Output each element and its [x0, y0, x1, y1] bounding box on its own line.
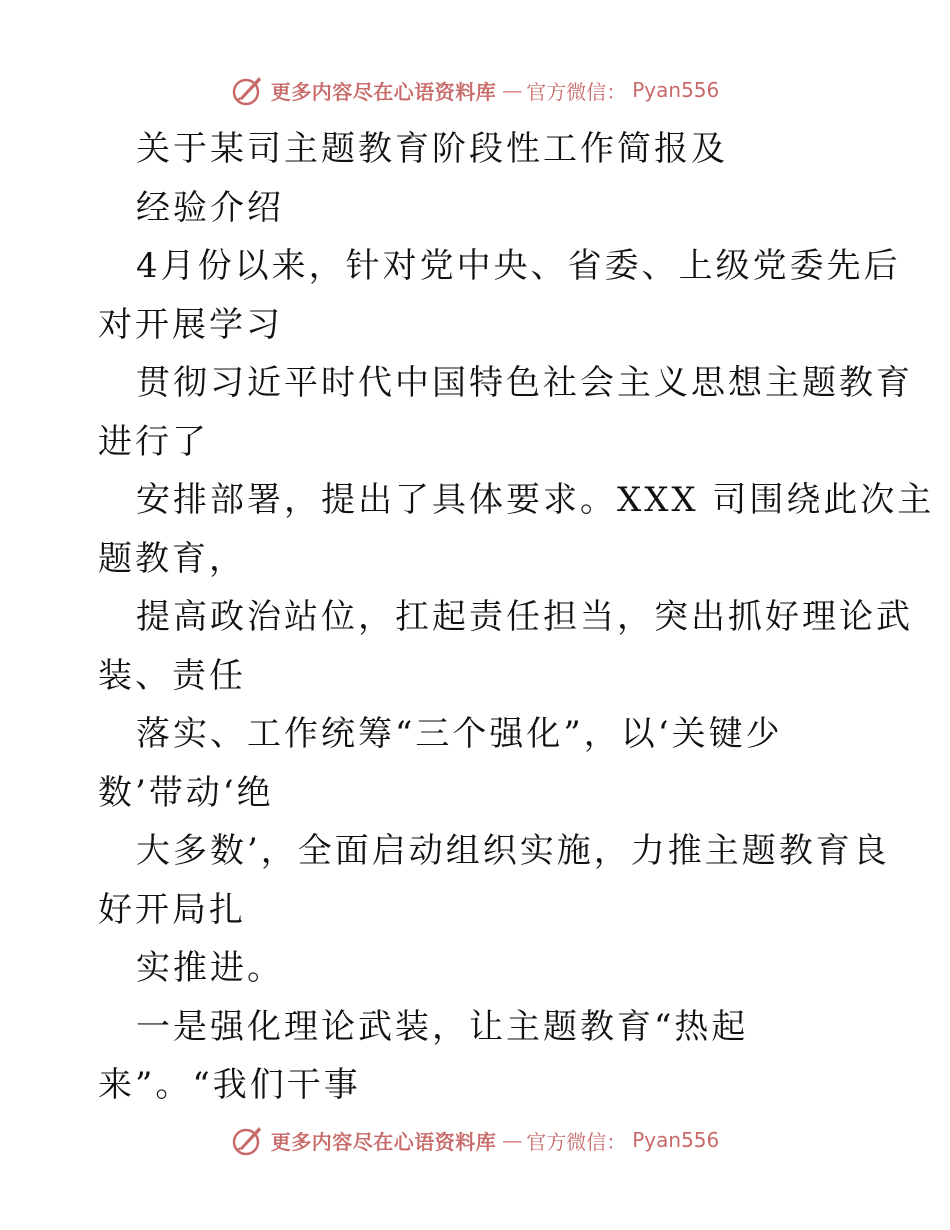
text-line: 4月份以来，针对党中央、省委、上级党委先后 [136, 246, 901, 286]
text-line: 经验介绍 [136, 187, 284, 228]
watermark-dash: — [502, 78, 521, 102]
text-line: 落实、工作统筹“三个强化”，以‘关键少 [136, 714, 783, 754]
watermark-dash: — [502, 1128, 521, 1152]
quill-logo-icon [231, 73, 265, 107]
text-line: 装、责任 [98, 655, 246, 696]
watermark-footer [0, 1120, 950, 1160]
text-line: 实推进。 [136, 948, 284, 988]
text-line: 提高政治站位，扛起责任担当，突出抓好理论武 [136, 597, 913, 637]
watermark-header [0, 70, 950, 110]
text-line: 好开局扎 [98, 889, 246, 930]
text-line: 数’带动‘绝 [98, 772, 274, 813]
text-line: 安排部署，提出了具体要求。XXX 司围绕此次主 [136, 480, 935, 520]
watermark-account: Pyan556 [632, 78, 720, 102]
document-body [98, 120, 935, 1115]
text-line: 题教育， [98, 538, 246, 579]
text-line: 大多数’，全面启动组织实施，力推主题教育良 [136, 831, 890, 871]
text-line: 关于某司主题教育阶段性工作简报及 [136, 129, 728, 169]
watermark-text: 更多内容尽在心语资料库 [270, 79, 497, 104]
watermark-label: 官方微信： [526, 1129, 627, 1154]
text-line: 对开展学习 [98, 304, 283, 345]
text-line: 贯彻习近平时代中国特色社会主义思想主题教育 [136, 363, 913, 403]
watermark-text: 更多内容尽在心语资料库 [270, 1129, 497, 1154]
text-line: 来”。“我们干事 [98, 1065, 361, 1105]
watermark-label: 官方微信： [526, 79, 627, 104]
text-line: 进行了 [98, 421, 209, 462]
watermark-account: Pyan556 [632, 1128, 720, 1152]
text-line: 一是强化理论武装，让主题教育“热起 [136, 1006, 749, 1047]
quill-logo-icon [231, 1123, 265, 1157]
